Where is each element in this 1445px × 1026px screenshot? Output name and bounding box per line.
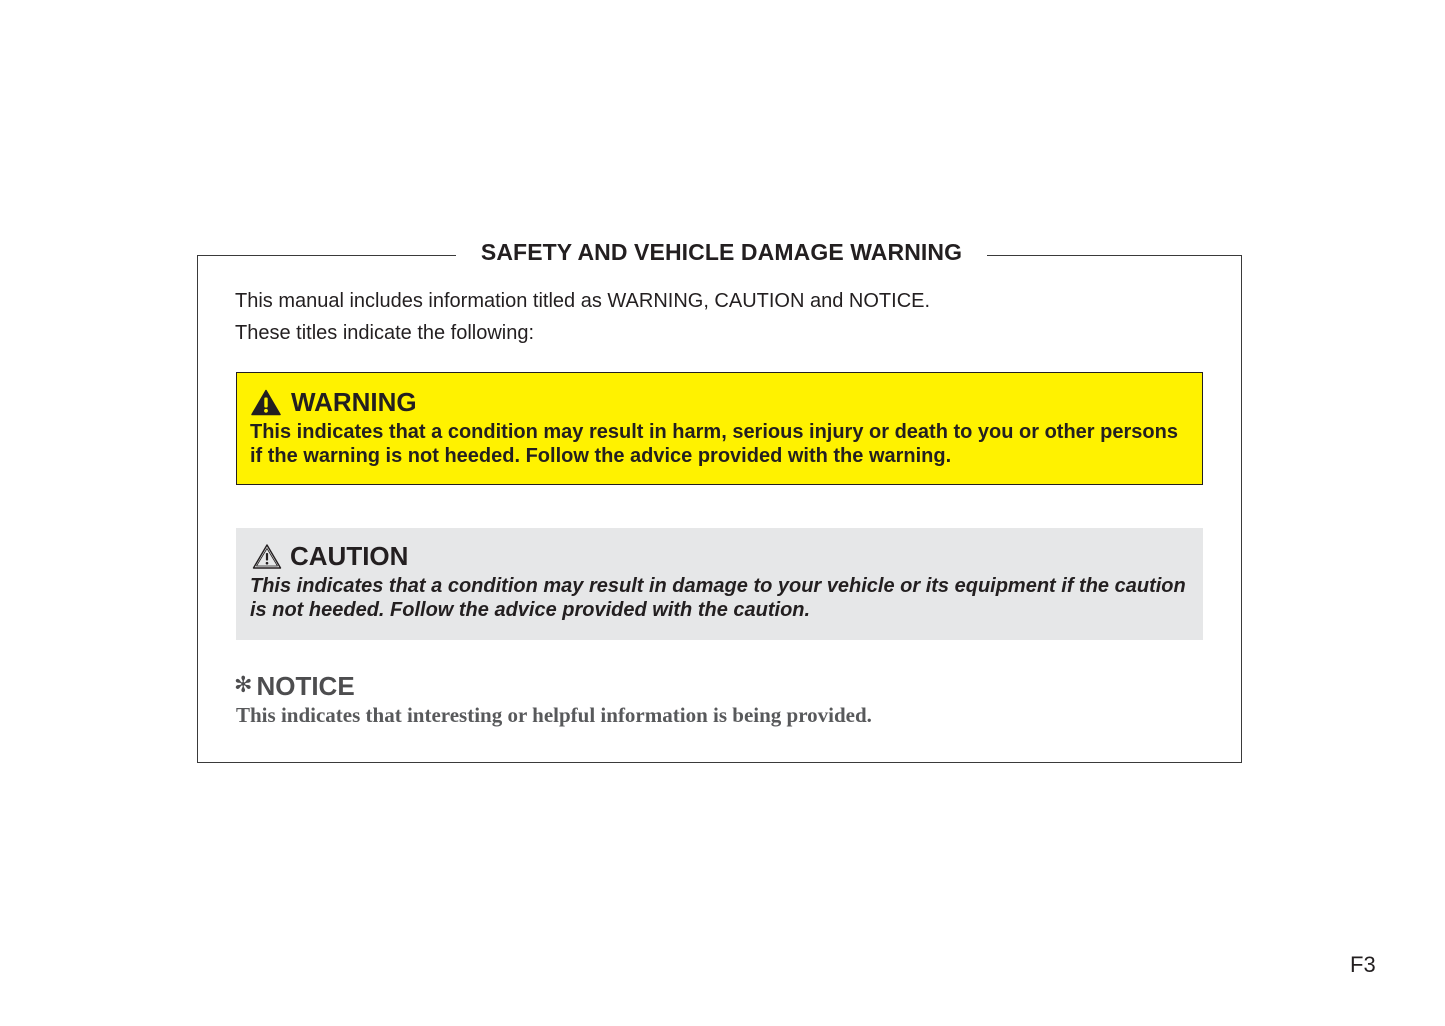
intro-line-1: This manual includes information titled as WARNING, CAUTION and NOTICE. xyxy=(235,290,931,312)
notice-description: This indicates that interesting or helpful information is being provided. xyxy=(236,703,872,727)
warning-triangle-filled-icon xyxy=(251,389,281,416)
page-number: F3 xyxy=(1350,952,1376,977)
notice-title: NOTICE xyxy=(256,671,355,701)
caution-box xyxy=(236,528,1203,640)
warning-title: WARNING xyxy=(291,387,417,417)
warning-description: This indicates that a condition may result in harm, serious injury or death to you or other persons if the warning is not heeded. Follow the advice provided with the warning. xyxy=(250,421,1178,467)
section-title: SAFETY AND VEHICLE DAMAGE WARNING xyxy=(456,237,987,267)
notice-header xyxy=(234,670,355,702)
caution-description: This indicates that a condition may result in damage to your vehicle or its equipment if the caution is not heeded. Follow the advice provided with the caution. xyxy=(250,575,1186,621)
intro-line-2: These titles indicate the following: xyxy=(235,322,535,344)
warning-box xyxy=(236,372,1203,485)
caution-header xyxy=(252,540,408,572)
caution-triangle-outline-icon xyxy=(252,543,282,570)
warning-header xyxy=(251,387,417,417)
caution-title: CAUTION xyxy=(290,541,409,571)
asterisk-icon: ✻ xyxy=(234,673,253,698)
